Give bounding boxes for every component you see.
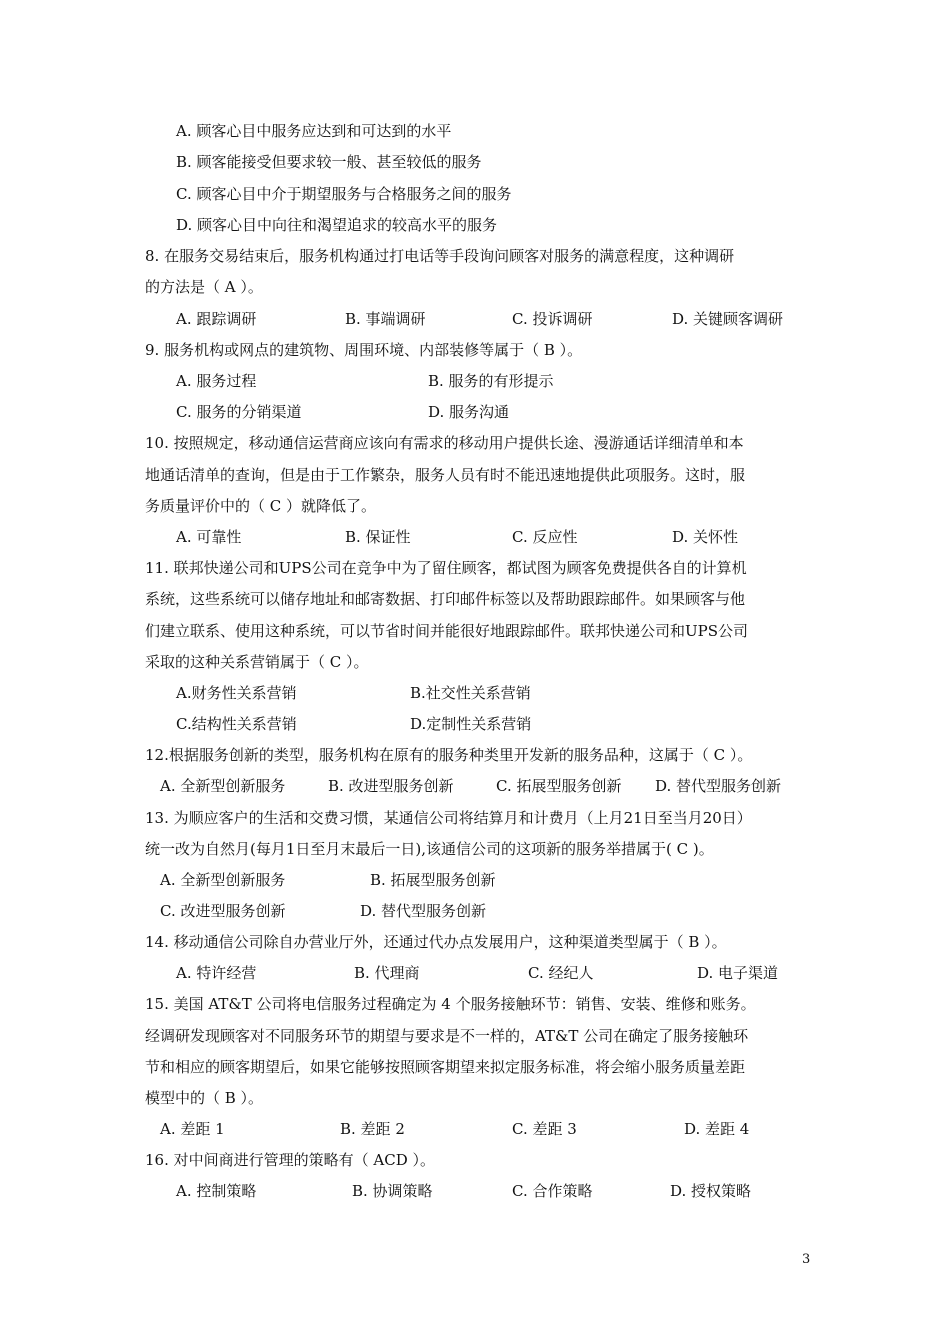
line-text: 8. 在服务交易结束后，服务机构通过打电话等手段询问顾客对服务的满意程度，这种调研 bbox=[145, 247, 735, 265]
line-text: D. 顾客心目中向往和渴望追求的较高水平的服务 bbox=[176, 216, 498, 234]
option-item: C.结构性关系营销 bbox=[176, 715, 297, 733]
option-item: C. 差距 3 bbox=[512, 1120, 577, 1138]
option-item: A. 特许经营 bbox=[176, 964, 257, 982]
option-item: D. 差距 4 bbox=[684, 1120, 750, 1138]
line-text: C. 顾客心目中介于期望服务与合格服务之间的服务 bbox=[176, 185, 512, 203]
line-text: 采取的这种关系营销属于（ C ）。 bbox=[145, 653, 369, 671]
line-text: 经调研发现顾客对不同服务环节的期望与要求是不一样的，AT&T 公司在确定了服务接触环 bbox=[145, 1027, 749, 1045]
option-item: D.定制性关系营销 bbox=[410, 715, 532, 733]
option-item: A. 跟踪调研 bbox=[176, 310, 257, 328]
line-text: B. 顾客能接受但要求较一般、甚至较低的服务 bbox=[176, 153, 482, 171]
line-text: A. 顾客心目中服务应达到和可达到的水平 bbox=[176, 122, 452, 140]
option-item: C. 反应性 bbox=[512, 528, 578, 546]
line-text: 11. 联邦快递公司和UPS公司在竞争中为了留住顾客，都试图为顾客免费提供各自的计算机 bbox=[145, 559, 747, 577]
option-item: C. 拓展型服务创新 bbox=[496, 777, 622, 795]
option-item: D. 电子渠道 bbox=[697, 964, 779, 982]
line-text: 们建立联系、使用这种系统，可以节省时间并能很好地跟踪邮件。联邦快递公司和UPS公司 bbox=[145, 622, 749, 640]
option-item: A. 差距 1 bbox=[160, 1120, 225, 1138]
line-text: 模型中的（ B ）。 bbox=[145, 1089, 264, 1107]
line-text: 系统，这些系统可以储存地址和邮寄数据、打印邮件标签以及帮助跟踪邮件。如果顾客与他 bbox=[145, 590, 746, 608]
option-item: C. 合作策略 bbox=[512, 1182, 593, 1200]
line-text: 统一改为自然月(每月1日至月末最后一日),该通信公司的这项新的服务举措属于( C )。 bbox=[145, 840, 714, 858]
option-item: B. 协调策略 bbox=[352, 1182, 433, 1200]
line-text: 14. 移动通信公司除自办营业厅外，还通过代办点发展用户，这种渠道类型属于（ B ）。 bbox=[145, 933, 727, 951]
option-item: C. 改进型服务创新 bbox=[160, 902, 286, 920]
option-item: A. 全新型创新服务 bbox=[160, 871, 286, 889]
option-item: D. 服务沟通 bbox=[428, 403, 510, 421]
line-text: 15. 美国 AT&T 公司将电信服务过程确定为 4 个服务接触环节：销售、安装、维修和账务。 bbox=[145, 995, 756, 1013]
line-text: 12.根据服务创新的类型，服务机构在原有的服务种类里开发新的服务品种，这属于（ C ）。 bbox=[145, 746, 753, 764]
option-item: D. 授权策略 bbox=[670, 1182, 752, 1200]
option-item: B. 保证性 bbox=[345, 528, 411, 546]
line-text: 节和相应的顾客期望后，如果它能够按照顾客期望来拟定服务标准，将会缩小服务质量差距 bbox=[145, 1058, 746, 1076]
option-item: B.社交性关系营销 bbox=[410, 684, 531, 702]
option-item: A. 全新型创新服务 bbox=[160, 777, 286, 795]
option-item: B. 服务的有形提示 bbox=[428, 372, 554, 390]
option-item: A. 服务过程 bbox=[176, 372, 257, 390]
line-text: 务质量评价中的（ C ）就降低了。 bbox=[145, 497, 377, 515]
option-item: D. 替代型服务创新 bbox=[360, 902, 487, 920]
option-item: C. 投诉调研 bbox=[512, 310, 593, 328]
option-item: A. 可靠性 bbox=[176, 528, 242, 546]
option-item: A.财务性关系营销 bbox=[176, 684, 297, 702]
option-item: D. 关键顾客调研 bbox=[672, 310, 784, 328]
option-item: A. 控制策略 bbox=[176, 1182, 257, 1200]
option-item: C. 经纪人 bbox=[528, 964, 594, 982]
option-item: B. 差距 2 bbox=[340, 1120, 405, 1138]
line-text: 地通话清单的查询，但是由于工作繁杂，服务人员有时不能迅速地提供此项服务。这时，服 bbox=[145, 466, 746, 484]
line-text: 13. 为顺应客户的生活和交费习惯，某通信公司将结算月和计费月（上月21日至当月20日） bbox=[145, 809, 752, 827]
option-item: D. 替代型服务创新 bbox=[655, 777, 782, 795]
line-text: 的方法是（ A ）。 bbox=[145, 278, 263, 296]
line-text: 9. 服务机构或网点的建筑物、周围环境、内部装修等属于（ B ）。 bbox=[145, 341, 583, 359]
option-item: B. 事端调研 bbox=[345, 310, 426, 328]
option-item: C. 服务的分销渠道 bbox=[176, 403, 302, 421]
option-item: B. 改进型服务创新 bbox=[328, 777, 454, 795]
option-item: D. 关怀性 bbox=[672, 528, 739, 546]
line-text: 10. 按照规定，移动通信运营商应该向有需求的移动用户提供长途、漫游通话详细清单和本 bbox=[145, 434, 744, 452]
option-item: B. 拓展型服务创新 bbox=[370, 871, 496, 889]
line-text: 16. 对中间商进行管理的策略有（ ACD ）。 bbox=[145, 1151, 435, 1169]
option-item: B. 代理商 bbox=[354, 964, 420, 982]
page-number: 3 bbox=[802, 1252, 811, 1267]
